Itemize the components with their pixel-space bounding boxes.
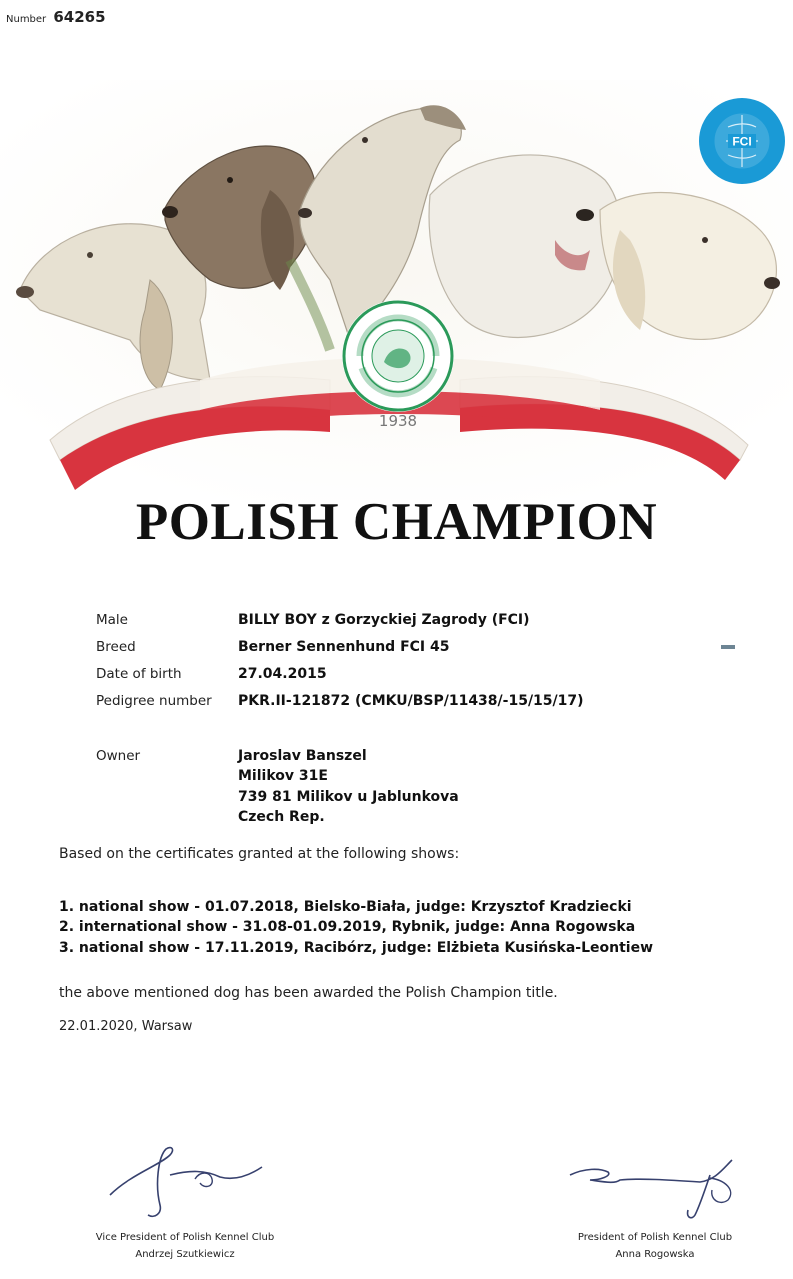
show-item-2: 2. international show - 31.08-01.09.2019, Rybnik, judge: Anna Rogowska: [59, 919, 636, 935]
vice-president-signature: [100, 1135, 270, 1225]
president-signature: [560, 1150, 750, 1225]
owner-line-city: 739 81 Milikov u Jablunkova: [238, 789, 459, 805]
right-signatory-name: Anna Rogowska: [615, 1249, 695, 1260]
pzk-founding-year: 1938: [378, 412, 418, 430]
intro-text: Based on the certificates granted at the following shows:: [59, 846, 460, 862]
number-label: Number: [6, 14, 47, 25]
owner-line-street: Milikov 31E: [238, 768, 328, 784]
certificate-title: POLISH CHAMPION: [135, 493, 658, 551]
owner-label: Owner: [96, 748, 141, 764]
number-value: 64265: [53, 8, 106, 26]
detail-value-breed: Berner Sennenhund FCI 45: [238, 639, 450, 655]
right-signatory-title: President of Polish Kennel Club: [577, 1232, 733, 1243]
pzk-seal: [340, 298, 456, 414]
dogs-illustration: [0, 80, 793, 500]
fci-abbr: FCI: [732, 134, 752, 149]
left-signatory-title: Vice President of Polish Kennel Club: [95, 1232, 275, 1243]
owner-line-country: Czech Rep.: [238, 809, 325, 825]
detail-value-male: BILLY BOY z Gorzyckiej Zagrody (FCI): [238, 612, 530, 628]
detail-label-dob: Date of birth: [96, 666, 182, 682]
certificate-number: [6, 8, 106, 26]
award-text: the above mentioned dog has been awarded the Polish Champion title.: [59, 985, 558, 1001]
detail-label-breed: Breed: [96, 639, 136, 655]
detail-label-male: Male: [96, 612, 128, 628]
detail-value-dob: 27.04.2015: [238, 666, 327, 682]
date-place: 22.01.2020, Warsaw: [59, 1019, 193, 1034]
left-signatory-name: Andrzej Szutkiewicz: [135, 1249, 235, 1260]
detail-label-pedigree: Pedigree number: [96, 693, 212, 709]
fci-logo: [698, 97, 786, 185]
dash-mark: [721, 645, 735, 649]
detail-value-pedigree: PKR.II-121872 (CMKU/BSP/11438/-15/15/17): [238, 693, 584, 709]
show-item-1: 1. national show - 01.07.2018, Bielsko-Biała, judge: Krzysztof Kradziecki: [59, 899, 632, 915]
owner-line-name: Jaroslav Banszel: [238, 748, 367, 764]
show-item-3: 3. national show - 17.11.2019, Racibórz, judge: Elżbieta Kusińska-Leontiew: [59, 940, 654, 956]
